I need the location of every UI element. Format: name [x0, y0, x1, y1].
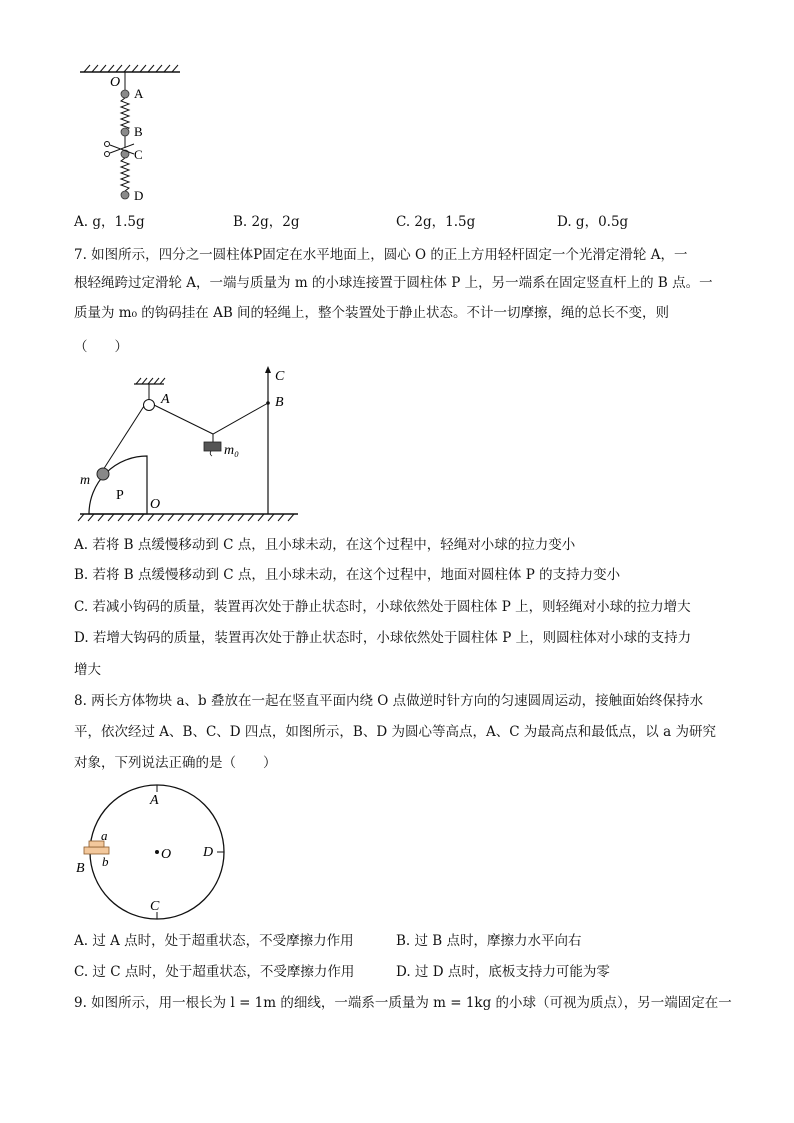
label-c: C	[134, 147, 143, 162]
label-d-point: D	[203, 845, 214, 860]
ball-d	[121, 191, 129, 199]
q7-stem-line-2: 根轻绳跨过定滑轮 A，一端与质量为 m 的小球连接置于圆柱体 P 上，另一端系在固定竖直杆上的 B 点。一	[74, 275, 713, 291]
q9-stem-line-1: 9. 如图所示，用一根长为 l = 1m 的细线，一端系一质量为 m = 1kg 的小球（可视为质点），另一端固定在一	[74, 995, 732, 1011]
label-m0: m₀	[224, 443, 239, 458]
q6-option-b: B. 2g，2g	[233, 214, 300, 230]
ball-a	[121, 90, 129, 98]
q8-stem-line-1: 8. 两长方体物块 a、b 叠放在一起在竖直平面内绕 O 点做逆时针方向的匀速圆周运动，接触面始终保持水	[74, 693, 704, 709]
label-o: O	[110, 75, 121, 90]
q8-option-c: C. 过 C 点时，处于超重状态，不受摩擦力作用	[74, 964, 355, 980]
q8-option-b: B. 过 B 点时，摩擦力水平向右	[396, 933, 582, 949]
pulley-a	[144, 400, 155, 411]
q7-option-d-cont: 增大	[74, 662, 101, 678]
spring-figure	[70, 60, 190, 205]
block-b	[84, 847, 109, 854]
ball-b	[121, 128, 129, 136]
label-a: A	[161, 392, 170, 407]
circle-figure	[70, 780, 240, 925]
q6-option-a: A. g，1.5g	[74, 214, 145, 230]
scissors-icon	[105, 142, 135, 157]
label-c-point: C	[150, 899, 160, 914]
q8-stem-line-3: 对象，下列说法正确的是（ ）	[74, 755, 277, 771]
label-c: C	[275, 369, 285, 384]
label-d: D	[134, 188, 144, 203]
q7-stem-line-3: 质量为 m₀ 的钩码挂在 AB 间的轻绳上，整个装置处于静止状态。不计一切摩擦，绳的总长不变，则	[74, 305, 670, 321]
q7-option-d: D. 若增大钩码的质量，装置再次处于静止状态时，小球依然处于圆柱体 P 上，则圆柱体对小球的支持力	[74, 630, 692, 646]
label-b: B	[134, 124, 143, 139]
label-b-point: B	[76, 861, 85, 876]
q7-stem-line-1: 7. 如图所示，四分之一圆柱体P固定在水平地面上，圆心 O 的正上方用轻杆固定一个光滑定滑轮 A，一	[74, 247, 688, 263]
q7-option-b: B. 若将 B 点缓慢移动到 C 点，且小球未动，在这个过程中，地面对圆柱体 P 的支持力变小	[74, 567, 621, 583]
q7-stem-line-4: （ ）	[74, 339, 128, 355]
label-o: O	[161, 847, 172, 862]
q8-stem-line-2: 平，依次经过 A、B、C、D 四点，如图所示，B、D 为圆心等高点，A、C 为最高点和最低点，以 a 为研究	[74, 724, 716, 740]
label-o: O	[150, 497, 161, 512]
q6-option-d: D. g，0.5g	[557, 214, 629, 230]
label-b: B	[275, 395, 284, 410]
label-p: P	[116, 488, 124, 503]
q8-option-a: A. 过 A 点时，处于超重状态，不受摩擦力作用	[74, 933, 354, 949]
ball-m	[97, 468, 109, 480]
cylinder-p	[89, 456, 147, 514]
label-block-b: b	[102, 854, 109, 869]
pulley-figure	[72, 362, 312, 524]
weight-m0	[204, 442, 221, 451]
q7-option-a: A. 若将 B 点缓慢移动到 C 点，且小球未动，在这个过程中，轻绳对小球的拉力变小	[74, 537, 576, 553]
label-block-a: a	[101, 828, 108, 843]
q6-option-c: C. 2g，1.5g	[396, 214, 476, 230]
label-a-point: A	[150, 793, 159, 808]
label-a: A	[134, 86, 144, 101]
label-m: m	[80, 473, 91, 488]
q7-option-c: C. 若减小钩码的质量，装置再次处于静止状态时，小球依然处于圆柱体 P 上，则轻绳对小球的拉力增大	[74, 599, 691, 615]
q8-option-d: D. 过 D 点时，底板支持力可能为零	[396, 964, 610, 980]
